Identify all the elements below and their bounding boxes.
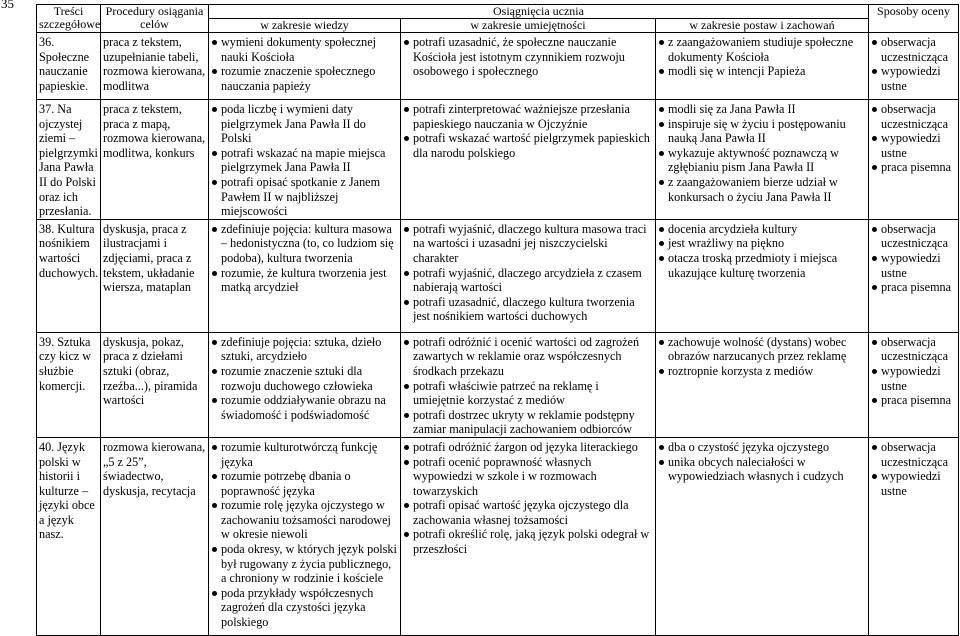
cell-sposoby (869, 33, 959, 100)
header-row-top (37, 5, 959, 19)
header-postawy: w zakresie postaw i zachowań (656, 19, 869, 33)
cell-procedury: dyskusja, pokaz, praca z dziełami sztuki (obraz, rzeźba...), piramida wartości (101, 332, 209, 437)
list-item: wymieni dokumenty społecznej nauki Kościoła (211, 35, 398, 64)
list-item: zdefiniuje pojęcia: sztuka, dzieło sztuki, arcydzieło (211, 335, 398, 364)
cell-umiejetnosci (401, 219, 656, 332)
cell-sposoby (869, 332, 959, 437)
list-item: rozumie znaczenie społecznego nauczania papieży (211, 64, 398, 93)
cell-procedury: dyskusja, praca z ilustracjami i zdjęciami, praca z tekstem, układanie wiersza, mataplan (101, 219, 209, 332)
cell-postawy-list (658, 222, 866, 280)
cell-tresci: 39. Sztuka czy kicz w służbie komercji. (37, 332, 101, 437)
list-item: potrafi zinterpretować ważniejsze przesłania papieskiego nauczania w Ojczyźnie (403, 102, 653, 131)
table-row (37, 100, 959, 220)
cell-wiedza-list (211, 335, 398, 423)
cell-umiejetnosci-list (403, 222, 653, 324)
cell-wiedza-list (211, 102, 398, 219)
cell-sposoby-list (871, 35, 956, 93)
curriculum-table (36, 4, 959, 636)
cell-umiejetnosci-list (403, 440, 653, 557)
header-procedury: Procedury osiągania celów (101, 5, 209, 33)
cell-wiedza (209, 219, 401, 332)
list-item: inspiruje się w życiu i postępowaniu nauką Jana Pawła II (658, 117, 866, 146)
list-item: modli się w intencji Papieża (658, 64, 866, 79)
cell-wiedza (209, 437, 401, 635)
cell-wiedza (209, 100, 401, 220)
list-item: modli się za Jana Pawła II (658, 102, 866, 117)
list-item: roztropnie korzysta z mediów (658, 364, 866, 379)
list-item: potrafi ocenić poprawność własnych wypowiedzi w szkole i w rozmowach towarzyskich (403, 455, 653, 499)
list-item: rozumie znaczenie sztuki dla rozwoju duchowego człowieka (211, 364, 398, 393)
cell-tresci: 38. Kultura nośnikiem wartości duchowych. (37, 219, 101, 332)
table-row (37, 219, 959, 332)
list-item: praca pisemna (871, 280, 956, 295)
list-item: rozumie rolę języka ojczystego w zachowaniu tożsamości narodowej w okresie niewoli (211, 498, 398, 542)
cell-sposoby (869, 100, 959, 220)
list-item: wykazuje aktywność poznawczą w zgłębianiu pism Jana Pawła II (658, 146, 866, 175)
list-item: z zaangażowaniem bierze udział w konkursach o życiu Jana Pawła II (658, 175, 866, 204)
cell-wiedza-list (211, 440, 398, 630)
list-item: jest wrażliwy na piękno (658, 236, 866, 251)
table-row (37, 332, 959, 437)
list-item: poda okresy, w których język polski był rugowany z życia publicznego, a chroniony w rodzinie i kościele (211, 542, 398, 586)
cell-umiejetnosci (401, 33, 656, 100)
list-item: potrafi uzasadnić, dlaczego kultura tworzenia jest nośnikiem wartości duchowych (403, 295, 653, 324)
list-item: rozumie kulturotwórczą funkcję języka (211, 440, 398, 469)
list-item: potrafi wyjaśnić, dlaczego kultura masowa traci na wartości i uzasadni jej niszczycielski charakter (403, 222, 653, 266)
header-wiedza: w zakresie wiedzy (209, 19, 401, 33)
cell-postawy (656, 33, 869, 100)
list-item: unika obcych naleciałości w wypowiedziach własnych i cudzych (658, 455, 866, 484)
list-item: poda przykłady współczesnych zagrożeń dla czystości języka polskiego (211, 586, 398, 630)
list-item: potrafi dostrzec ukryty w reklamie podstępny zamiar manipulacji zachowaniem odbiorców (403, 408, 653, 437)
list-item: wypowiedzi ustne (871, 364, 956, 393)
list-item: obserwacja uczestnicząca (871, 440, 956, 469)
list-item: potrafi odróżnić i ocenić wartości od zagrożeń zawartych w reklamie oraz współczesnych środkach przekazu (403, 335, 653, 379)
table-row (37, 437, 959, 635)
list-item: praca pisemna (871, 160, 956, 175)
list-item: z zaangażowaniem studiuje społeczne dokumenty Kościoła (658, 35, 866, 64)
cell-postawy (656, 437, 869, 635)
cell-umiejetnosci-list (403, 102, 653, 160)
cell-sposoby-list (871, 440, 956, 498)
list-item: rozumie, że kultura tworzenia jest matką arcydzieł (211, 266, 398, 295)
cell-postawy-list (658, 440, 866, 484)
list-item: potrafi określić rolę, jaką język polski odegrał w przeszłości (403, 527, 653, 556)
cell-postawy-list (658, 35, 866, 79)
list-item: wypowiedzi ustne (871, 64, 956, 93)
list-item: zdefiniuje pojęcia: kultura masowa – hedonistyczna (to, co ludziom się podoba), kultura tworzenia (211, 222, 398, 266)
cell-postawy (656, 332, 869, 437)
header-sposoby: Sposoby oceny (869, 5, 959, 33)
cell-postawy (656, 100, 869, 220)
list-item: potrafi opisać wartość języka ojczystego dla zachowania własnej tożsamości (403, 498, 653, 527)
cell-tresci: 37. Na ojczystej ziemi – pielgrzymki Jana Pawła II do Polski oraz ich przesłania. (37, 100, 101, 220)
list-item: potrafi wskazać wartość pielgrzymek papieskich dla narodu polskiego (403, 131, 653, 160)
list-item: wypowiedzi ustne (871, 469, 956, 498)
list-item: poda liczbę i wymieni daty pielgrzymek Jana Pawła II do Polski (211, 102, 398, 146)
list-item: potrafi opisać spotkanie z Janem Pawłem II w najbliższej miejscowości (211, 175, 398, 219)
cell-sposoby-list (871, 222, 956, 295)
page-number: 35 (1, 0, 14, 11)
cell-umiejetnosci (401, 437, 656, 635)
cell-postawy-list (658, 102, 866, 204)
header-umiejetnosci: w zakresie umiejętności (401, 19, 656, 33)
cell-umiejetnosci-list (403, 35, 653, 79)
list-item: dba o czystość języka ojczystego (658, 440, 866, 455)
cell-procedury: praca z tekstem, uzupełnianie tabeli, rozmowa kierowana, modlitwa (101, 33, 209, 100)
list-item: zachowuje wolność (dystans) wobec obrazów narzucanych przez reklamę (658, 335, 866, 364)
list-item: otacza troską przedmioty i miejsca ukazujące kulturę tworzenia (658, 251, 866, 280)
list-item: potrafi wskazać na mapie miejsca pielgrzymek Jana Pawła II (211, 146, 398, 175)
cell-sposoby (869, 437, 959, 635)
cell-sposoby (869, 219, 959, 332)
list-item: docenia arcydzieła kultury (658, 222, 866, 237)
list-item: wypowiedzi ustne (871, 251, 956, 280)
cell-postawy-list (658, 335, 866, 379)
header-osiagniecia: Osiągnięcia ucznia (209, 5, 869, 19)
cell-wiedza (209, 33, 401, 100)
header-tresci: Treści szczegółowe (37, 5, 101, 33)
cell-wiedza-list (211, 35, 398, 93)
table-body (37, 33, 959, 636)
cell-procedury: praca z tekstem, praca z mapą, rozmowa kierowana, modlitwa, konkurs (101, 100, 209, 220)
cell-tresci: 40. Język polski w historii i kulturze – języki obce a język nasz. (37, 437, 101, 635)
list-item: potrafi odróżnić żargon od języka literackiego (403, 440, 653, 455)
cell-wiedza-list (211, 222, 398, 295)
cell-postawy (656, 219, 869, 332)
list-item: potrafi wyjaśnić, dlaczego arcydzieła z czasem nabierają wartości (403, 266, 653, 295)
list-item: wypowiedzi ustne (871, 131, 956, 160)
list-item: potrafi uzasadnić, że społeczne nauczanie Kościoła jest istotnym czynnikiem rozwoju osobowego i społecznego (403, 35, 653, 79)
list-item: obserwacja uczestnicząca (871, 35, 956, 64)
cell-procedury: rozmowa kierowana, „5 z 25”, świadectwo, dyskusja, recytacja (101, 437, 209, 635)
list-item: rozumie oddziaływanie obrazu na świadomość i podświadomość (211, 393, 398, 422)
list-item: praca pisemna (871, 393, 956, 408)
list-item: obserwacja uczestnicząca (871, 102, 956, 131)
cell-sposoby-list (871, 335, 956, 408)
cell-tresci: 36. Społeczne nauczanie papieskie. (37, 33, 101, 100)
table-row (37, 33, 959, 100)
cell-umiejetnosci (401, 332, 656, 437)
list-item: potrafi właściwie patrzeć na reklamę i umiejętnie korzystać z mediów (403, 379, 653, 408)
list-item: rozumie potrzebę dbania o poprawność języka (211, 469, 398, 498)
list-item: obserwacja uczestnicząca (871, 222, 956, 251)
cell-umiejetnosci-list (403, 335, 653, 437)
cell-wiedza (209, 332, 401, 437)
cell-sposoby-list (871, 102, 956, 175)
list-item: obserwacja uczestnicząca (871, 335, 956, 364)
cell-umiejetnosci (401, 100, 656, 220)
